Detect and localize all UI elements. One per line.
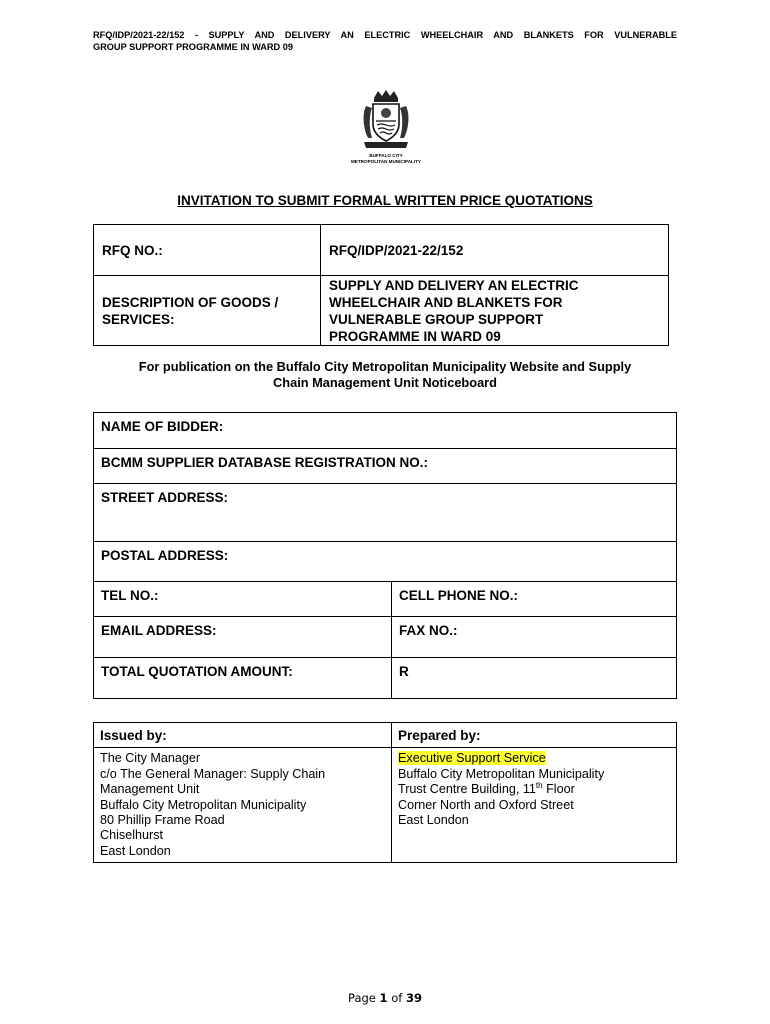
header-line-2: GROUP SUPPORT PROGRAMME IN WARD 09 xyxy=(93,42,293,52)
postal-address-row xyxy=(94,542,677,582)
prepared-by-line: East London xyxy=(398,813,469,828)
page-word: Page xyxy=(348,991,376,1005)
page-total: 39 xyxy=(405,991,422,1005)
postal-address-field[interactable]: POSTAL ADDRESS: xyxy=(94,542,677,582)
issued-by-details xyxy=(94,748,392,863)
fax-field[interactable]: FAX NO.: xyxy=(392,617,677,658)
prepared-by-department: Executive Support Service xyxy=(398,751,546,766)
logo-text-line-1: BUFFALO CITY xyxy=(369,153,403,158)
issued-prepared-header-row xyxy=(94,723,677,748)
bidder-name-field[interactable]: NAME OF BIDDER: xyxy=(94,413,677,449)
floor-text: Floor xyxy=(542,782,575,797)
rfq-number-value: RFQ/IDP/2021-22/152 xyxy=(321,225,669,276)
issued-prepared-table xyxy=(93,722,677,863)
issued-by-line: East London xyxy=(100,843,171,858)
total-amount-label: TOTAL QUOTATION AMOUNT: xyxy=(94,658,392,699)
issued-by-label: Issued by: xyxy=(94,723,392,748)
issued-by-line: c/o The General Manager: Supply Chain xyxy=(100,766,326,781)
page-footer xyxy=(0,991,770,1005)
prepared-by-line: Buffalo City Metropolitan Municipality xyxy=(398,766,605,781)
issued-by-line: Chiselhurst xyxy=(100,828,163,843)
logo-text-line-2: METROPOLITAN MUNICIPALITY xyxy=(350,158,421,164)
prepared-by-details xyxy=(392,748,677,863)
cell-phone-field[interactable]: CELL PHONE NO.: xyxy=(392,582,677,617)
issued-by-line: Buffalo City Metropolitan Municipality xyxy=(100,797,307,812)
header-line-1: RFQ/IDP/2021-22/152 - SUPPLY AND DELIVERY AN ELECTRIC WHEELCHAIR AND BLANKETS FOR VULNERABLE xyxy=(93,30,677,40)
prepared-by-building xyxy=(398,782,670,797)
tel-field[interactable]: TEL NO.: xyxy=(94,582,392,617)
description-label xyxy=(94,276,321,346)
street-address-row xyxy=(94,484,677,542)
building-text: Trust Centre Building, 11 xyxy=(398,782,536,797)
rfq-number-row xyxy=(94,225,669,276)
document-header xyxy=(93,29,677,53)
description-value-line-2: WHEELCHAIR AND BLANKETS FOR xyxy=(329,294,563,310)
page-number: 1 xyxy=(379,991,388,1005)
description-value-line-1: SUPPLY AND DELIVERY AN ELECTRIC xyxy=(329,277,579,293)
bcmm-registration-field[interactable]: BCMM SUPPLIER DATABASE REGISTRATION NO.: xyxy=(94,449,677,484)
publication-note xyxy=(93,359,677,391)
total-amount-field[interactable]: R xyxy=(392,658,677,699)
coat-of-arms-icon xyxy=(360,88,412,152)
description-value xyxy=(321,276,669,346)
issued-by-line: 80 Phillip Frame Road xyxy=(100,813,225,828)
rfq-number-label: RFQ NO.: xyxy=(94,225,321,276)
document-title: INVITATION TO SUBMIT FORMAL WRITTEN PRICE QUOTATIONS xyxy=(177,193,593,208)
floor-ordinal: th xyxy=(535,781,543,791)
bidder-name-row xyxy=(94,413,677,449)
description-value-line-3: VULNERABLE GROUP SUPPORT xyxy=(329,311,544,327)
description-label-line-1: DESCRIPTION OF GOODS / xyxy=(102,294,279,310)
issued-prepared-body-row xyxy=(94,748,677,863)
issued-by-line: Management Unit xyxy=(100,782,200,797)
publication-note-line-1: For publication on the Buffalo City Metropolitan Municipality Website and Supply xyxy=(138,359,632,374)
prepared-by-label: Prepared by: xyxy=(392,723,677,748)
publication-note-line-2: Chain Management Unit Noticeboard xyxy=(273,375,497,390)
description-value-line-4: PROGRAMME IN WARD 09 xyxy=(329,328,501,344)
street-address-field[interactable]: STREET ADDRESS: xyxy=(94,484,677,542)
bcmm-registration-row xyxy=(94,449,677,484)
phone-row xyxy=(94,582,677,617)
issued-by-line: The City Manager xyxy=(100,751,201,766)
rfq-details-table xyxy=(93,224,669,346)
bidder-details-table xyxy=(93,412,677,699)
prepared-by-line: Corner North and Oxford Street xyxy=(398,797,574,812)
municipality-logo xyxy=(342,88,430,166)
email-fax-row xyxy=(94,617,677,658)
email-field[interactable]: EMAIL ADDRESS: xyxy=(94,617,392,658)
of-word: of xyxy=(391,991,403,1005)
description-row xyxy=(94,276,669,346)
total-amount-row xyxy=(94,658,677,699)
description-label-line-2: SERVICES: xyxy=(102,311,175,327)
